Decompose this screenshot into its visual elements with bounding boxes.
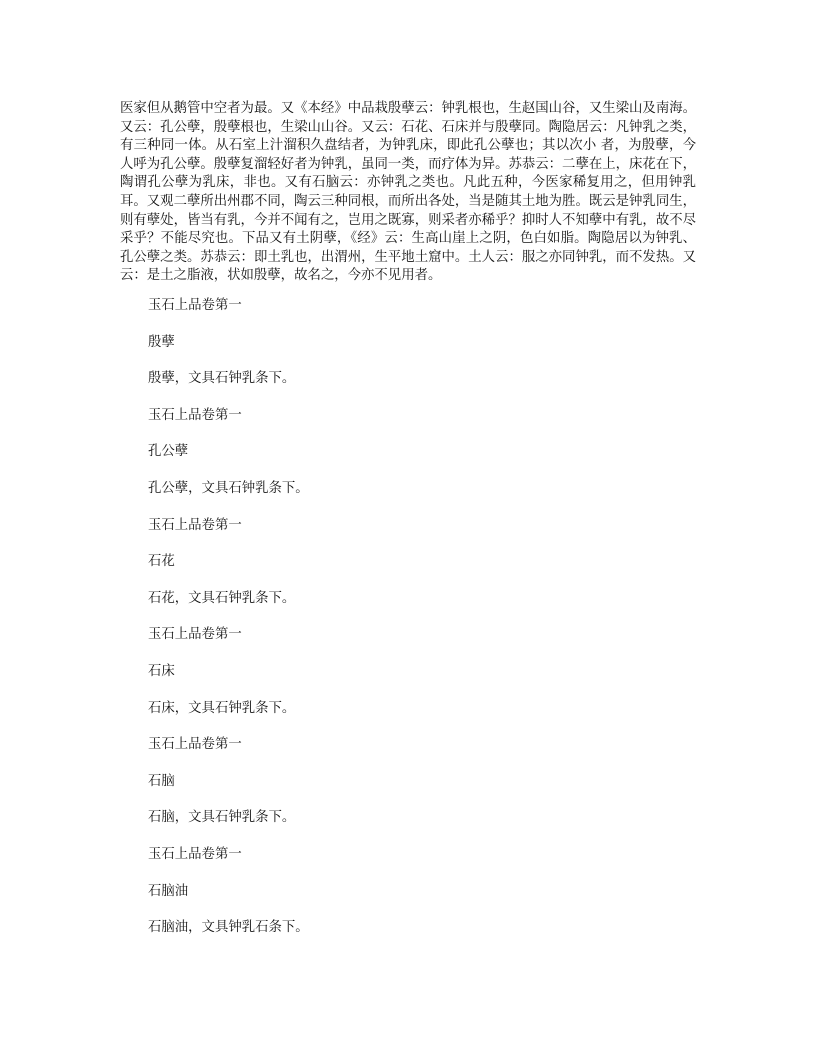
volume-heading: 玉石上品卷第一 [148, 737, 242, 753]
entry-list [148, 297, 688, 956]
intro-paragraph: 医家但从鹅管中空者为最。又《本经》中品栽殷孽云：钟乳根也，生赵国山谷，又生梁山及南海。又云：孔公孽，殷孽根也，生梁山山谷。又云：石花、石床并与殷孽同。陶隐居云：凡钟乳之类，有三种同一体。从石室上汁溜积久盘结者，为钟乳床，即此孔公孽也；其以次小 者，为殷孽，今人呼为孔公孽。殷孽复溜轻好者为钟乳，虽同一类，而疗体为异。苏恭云：二孽在上，床花在下，陶谓孔公孽为乳床，非也。又有石脑云：亦钟乳之类也。凡此五种，今医家稀复用之，但用钟乳耳。又观二孽所出州郡不同，陶云三种同根，而所出各处，当是随其土地为胜。既云是钟乳同生，则有孽处，皆当有乳，今并不闻有之，岂用之既寡，则采者亦稀乎？抑时人不知孽中有乳，故不尽采乎？不能尽究也。下品又有土阴孽，《经》云：生高山崖上之阴，色白如脂。陶隐居以为钟乳、孔公孽之类。苏恭云：即土乳也，出渭州，生平地土窟中。土人云：服之亦同钟乳，而不发热。又云：是土之脂液，状如殷孽，故名之，今亦不见用者。 [120, 101, 696, 284]
entry-note: 殷孽，文具石钟乳条下。 [148, 371, 296, 387]
entry-note: 孔公孽，文具石钟乳条下。 [148, 480, 309, 496]
entry-title: 殷孽 [148, 334, 175, 350]
volume-heading: 玉石上品卷第一 [148, 298, 242, 313]
entry-note: 石脑油，文具钟乳石条下。 [148, 920, 309, 936]
entry-title: 石花 [148, 554, 175, 570]
volume-heading: 玉石上品卷第一 [148, 846, 242, 862]
volume-heading: 玉石上品卷第一 [148, 627, 242, 643]
entry-title: 石脑油 [148, 883, 189, 899]
entry-title: 石床 [148, 663, 175, 679]
entry-title: 孔公孽 [148, 444, 189, 460]
volume-heading: 玉石上品卷第一 [148, 517, 242, 533]
entry-note: 石花，文具石钟乳条下。 [148, 590, 296, 606]
entry-note: 石脑，文具石钟乳条下。 [148, 810, 296, 826]
entry-title: 石脑 [148, 773, 175, 789]
volume-heading: 玉石上品卷第一 [148, 407, 242, 423]
entry-note: 石床，文具石钟乳条下。 [148, 700, 296, 716]
